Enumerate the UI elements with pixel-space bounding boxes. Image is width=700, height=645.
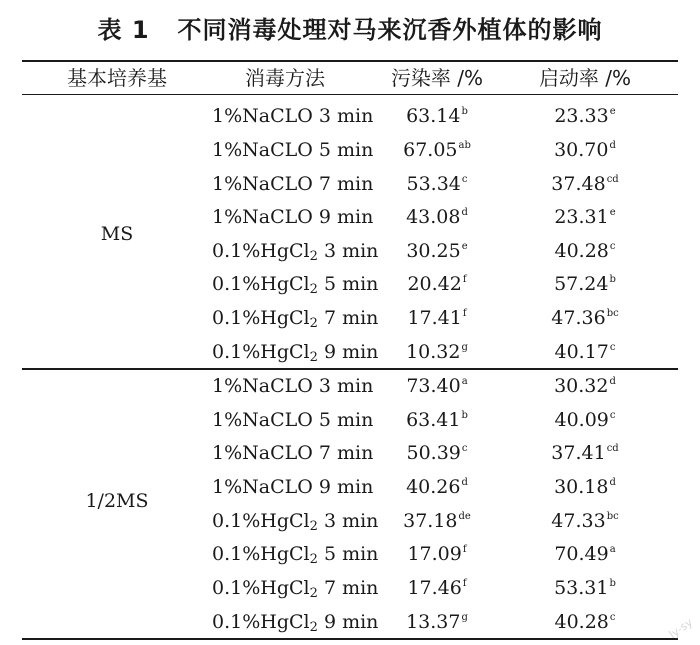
method-duration: 5 min — [317, 543, 379, 565]
start-rate-cell — [510, 235, 660, 268]
start-rate-value: 47.36 — [551, 307, 606, 329]
contamination-value: 67.05 — [403, 139, 458, 161]
method-cell — [212, 134, 373, 167]
contamination-cell — [362, 268, 512, 301]
table-row — [0, 606, 700, 642]
contamination-value: 63.14 — [406, 105, 461, 127]
contamination-significance: ab — [458, 140, 471, 151]
method-duration: 9 min — [317, 341, 379, 363]
method-cell — [212, 168, 373, 201]
table-row — [0, 268, 700, 301]
method-agent: 1%NaCLO — [212, 173, 313, 195]
start-rate-significance: d — [609, 477, 616, 488]
contamination-cell — [362, 606, 512, 639]
start-rate-significance: c — [609, 241, 616, 252]
contamination-value: 30.25 — [406, 240, 461, 262]
contamination-significance: g — [461, 612, 468, 623]
method-agent: 1%NaCLO — [212, 139, 313, 161]
start-rate-cell — [510, 606, 660, 639]
contamination-value: 50.39 — [406, 442, 461, 464]
method-cell — [212, 404, 373, 437]
method-duration: 7 min — [312, 173, 374, 195]
method-duration: 5 min — [312, 409, 374, 431]
start-rate-cell — [510, 538, 660, 571]
start-rate-cell — [510, 201, 660, 234]
contamination-significance: f — [462, 274, 467, 285]
contamination-significance: de — [458, 511, 471, 522]
method-cell — [212, 235, 378, 268]
table-row — [0, 134, 700, 167]
method-agent: 0.1%HgCl — [212, 510, 310, 532]
method-subscript: 2 — [309, 519, 318, 534]
contamination-cell — [362, 336, 512, 369]
contamination-cell — [362, 538, 512, 571]
method-cell — [212, 201, 373, 234]
method-agent: 1%NaCLO — [212, 409, 313, 431]
header-contamination-rate: 污染率 /% — [390, 66, 484, 90]
start-rate-value: 40.28 — [554, 240, 609, 262]
contamination-cell — [362, 505, 512, 538]
start-rate-significance: d — [609, 140, 616, 151]
start-rate-cell — [510, 572, 660, 605]
start-rate-significance: e — [609, 106, 616, 117]
header-method: 消毒方法 — [245, 66, 325, 90]
start-rate-significance: b — [609, 274, 616, 285]
group-medium-label: MS — [100, 223, 134, 245]
contamination-significance: c — [461, 443, 468, 454]
contamination-value: 17.41 — [407, 307, 462, 329]
start-rate-cell — [510, 471, 660, 504]
method-duration: 3 min — [312, 375, 374, 397]
start-rate-cell — [510, 437, 660, 470]
contamination-cell — [362, 471, 512, 504]
method-cell — [212, 538, 378, 571]
table-title — [0, 10, 700, 45]
start-rate-significance: b — [609, 578, 616, 589]
header-rule — [22, 94, 678, 95]
method-subscript: 2 — [309, 249, 318, 264]
method-agent: 0.1%HgCl — [212, 543, 310, 565]
start-rate-significance: c — [609, 612, 616, 623]
start-rate-value: 47.33 — [551, 510, 606, 532]
start-rate-cell — [510, 336, 660, 369]
method-agent: 0.1%HgCl — [212, 341, 310, 363]
method-agent: 1%NaCLO — [212, 476, 313, 498]
table-number: 表 1 — [97, 16, 150, 44]
contamination-significance: e — [461, 241, 468, 252]
contamination-significance: d — [461, 477, 468, 488]
contamination-value: 63.41 — [406, 409, 461, 431]
contamination-significance: g — [461, 342, 468, 353]
table-row — [0, 437, 700, 470]
method-duration: 7 min — [312, 442, 374, 464]
start-rate-value: 53.31 — [554, 577, 609, 599]
contamination-value: 40.26 — [406, 476, 461, 498]
table-row — [0, 336, 700, 369]
start-rate-value: 40.17 — [554, 341, 609, 363]
start-rate-cell — [510, 268, 660, 301]
start-rate-significance: c — [609, 342, 616, 353]
method-agent: 0.1%HgCl — [212, 307, 310, 329]
method-agent: 1%NaCLO — [212, 442, 313, 464]
contamination-value: 13.37 — [406, 611, 461, 633]
table-row — [0, 201, 700, 234]
method-duration: 9 min — [312, 206, 374, 228]
start-rate-cell — [510, 404, 660, 437]
table-row — [0, 168, 700, 201]
header-medium: 基本培养基 — [67, 66, 167, 90]
start-rate-cell — [510, 100, 660, 133]
start-rate-value: 23.33 — [554, 105, 609, 127]
method-agent: 1%NaCLO — [212, 206, 313, 228]
contamination-significance: a — [461, 376, 468, 387]
method-duration: 9 min — [312, 476, 374, 498]
start-rate-value: 40.09 — [554, 409, 609, 431]
contamination-value: 37.18 — [403, 510, 458, 532]
table-row — [0, 370, 700, 403]
top-rule — [22, 60, 678, 62]
method-duration: 5 min — [317, 273, 379, 295]
start-rate-value: 23.31 — [554, 206, 609, 228]
start-rate-value: 37.41 — [551, 442, 606, 464]
contamination-cell — [362, 302, 512, 335]
table-caption: 不同消毒处理对马来沉香外植体的影响 — [177, 16, 603, 44]
contamination-value: 53.34 — [406, 173, 461, 195]
method-agent: 0.1%HgCl — [212, 577, 310, 599]
contamination-significance: f — [462, 578, 467, 589]
contamination-significance: c — [461, 174, 468, 185]
start-rate-value: 57.24 — [554, 273, 609, 295]
contamination-cell — [362, 201, 512, 234]
contamination-cell — [362, 134, 512, 167]
start-rate-significance: e — [609, 207, 616, 218]
contamination-cell — [362, 370, 512, 403]
watermark: ly-sy — [666, 615, 696, 642]
contamination-significance: f — [462, 308, 467, 319]
contamination-value: 17.46 — [407, 577, 462, 599]
table-row — [0, 302, 700, 335]
method-subscript: 2 — [309, 620, 318, 635]
method-cell — [212, 370, 373, 403]
contamination-cell — [362, 100, 512, 133]
method-cell — [212, 100, 373, 133]
start-rate-cell — [510, 370, 660, 403]
method-duration: 7 min — [317, 307, 379, 329]
method-cell — [212, 302, 378, 335]
contamination-value: 73.40 — [406, 375, 461, 397]
start-rate-cell — [510, 168, 660, 201]
method-duration: 3 min — [317, 240, 379, 262]
contamination-significance: f — [462, 544, 467, 555]
table-row — [0, 471, 700, 504]
contamination-significance: b — [461, 106, 468, 117]
start-rate-value: 30.18 — [554, 476, 609, 498]
method-agent: 0.1%HgCl — [212, 273, 310, 295]
start-rate-significance: bc — [606, 511, 619, 522]
method-subscript: 2 — [309, 552, 318, 567]
start-rate-significance: d — [609, 376, 616, 387]
method-cell — [212, 572, 378, 605]
method-cell — [212, 268, 378, 301]
start-rate-significance: cd — [606, 443, 619, 454]
method-agent: 1%NaCLO — [212, 105, 313, 127]
method-agent: 0.1%HgCl — [212, 240, 310, 262]
method-subscript: 2 — [309, 282, 318, 297]
contamination-cell — [362, 572, 512, 605]
method-duration: 5 min — [312, 139, 374, 161]
method-subscript: 2 — [309, 316, 318, 331]
method-agent: 1%NaCLO — [212, 375, 313, 397]
contamination-value: 10.32 — [406, 341, 461, 363]
contamination-value: 20.42 — [407, 273, 462, 295]
start-rate-value: 37.48 — [551, 173, 606, 195]
start-rate-significance: c — [609, 410, 616, 421]
start-rate-value: 40.28 — [554, 611, 609, 633]
contamination-value: 17.09 — [407, 543, 462, 565]
contamination-cell — [362, 437, 512, 470]
contamination-cell — [362, 404, 512, 437]
start-rate-cell — [510, 505, 660, 538]
method-duration: 7 min — [317, 577, 379, 599]
header-start-rate: 启动率 /% — [538, 66, 632, 90]
start-rate-cell — [510, 134, 660, 167]
contamination-value: 43.08 — [406, 206, 461, 228]
method-cell — [212, 437, 373, 470]
table-row — [0, 235, 700, 268]
table-row — [0, 100, 700, 133]
start-rate-significance: a — [609, 544, 616, 555]
contamination-cell — [362, 235, 512, 268]
start-rate-significance: cd — [606, 174, 619, 185]
method-duration: 3 min — [317, 510, 379, 532]
contamination-significance: d — [461, 207, 468, 218]
method-cell — [212, 336, 378, 369]
group-medium-label: 1/2MS — [85, 490, 149, 512]
start-rate-significance: bc — [606, 308, 619, 319]
method-cell — [212, 505, 378, 538]
method-subscript: 2 — [309, 350, 318, 365]
start-rate-value: 30.70 — [554, 139, 609, 161]
start-rate-cell — [510, 302, 660, 335]
method-cell — [212, 606, 378, 639]
method-agent: 0.1%HgCl — [212, 611, 310, 633]
start-rate-value: 30.32 — [554, 375, 609, 397]
start-rate-value: 70.49 — [554, 543, 609, 565]
contamination-significance: b — [461, 410, 468, 421]
table-row — [0, 505, 700, 538]
contamination-cell — [362, 168, 512, 201]
table-row — [0, 538, 700, 571]
table-row — [0, 404, 700, 437]
method-subscript: 2 — [309, 586, 318, 601]
method-duration: 9 min — [317, 611, 379, 633]
method-cell — [212, 471, 373, 504]
method-duration: 3 min — [312, 105, 374, 127]
table-row — [0, 572, 700, 605]
